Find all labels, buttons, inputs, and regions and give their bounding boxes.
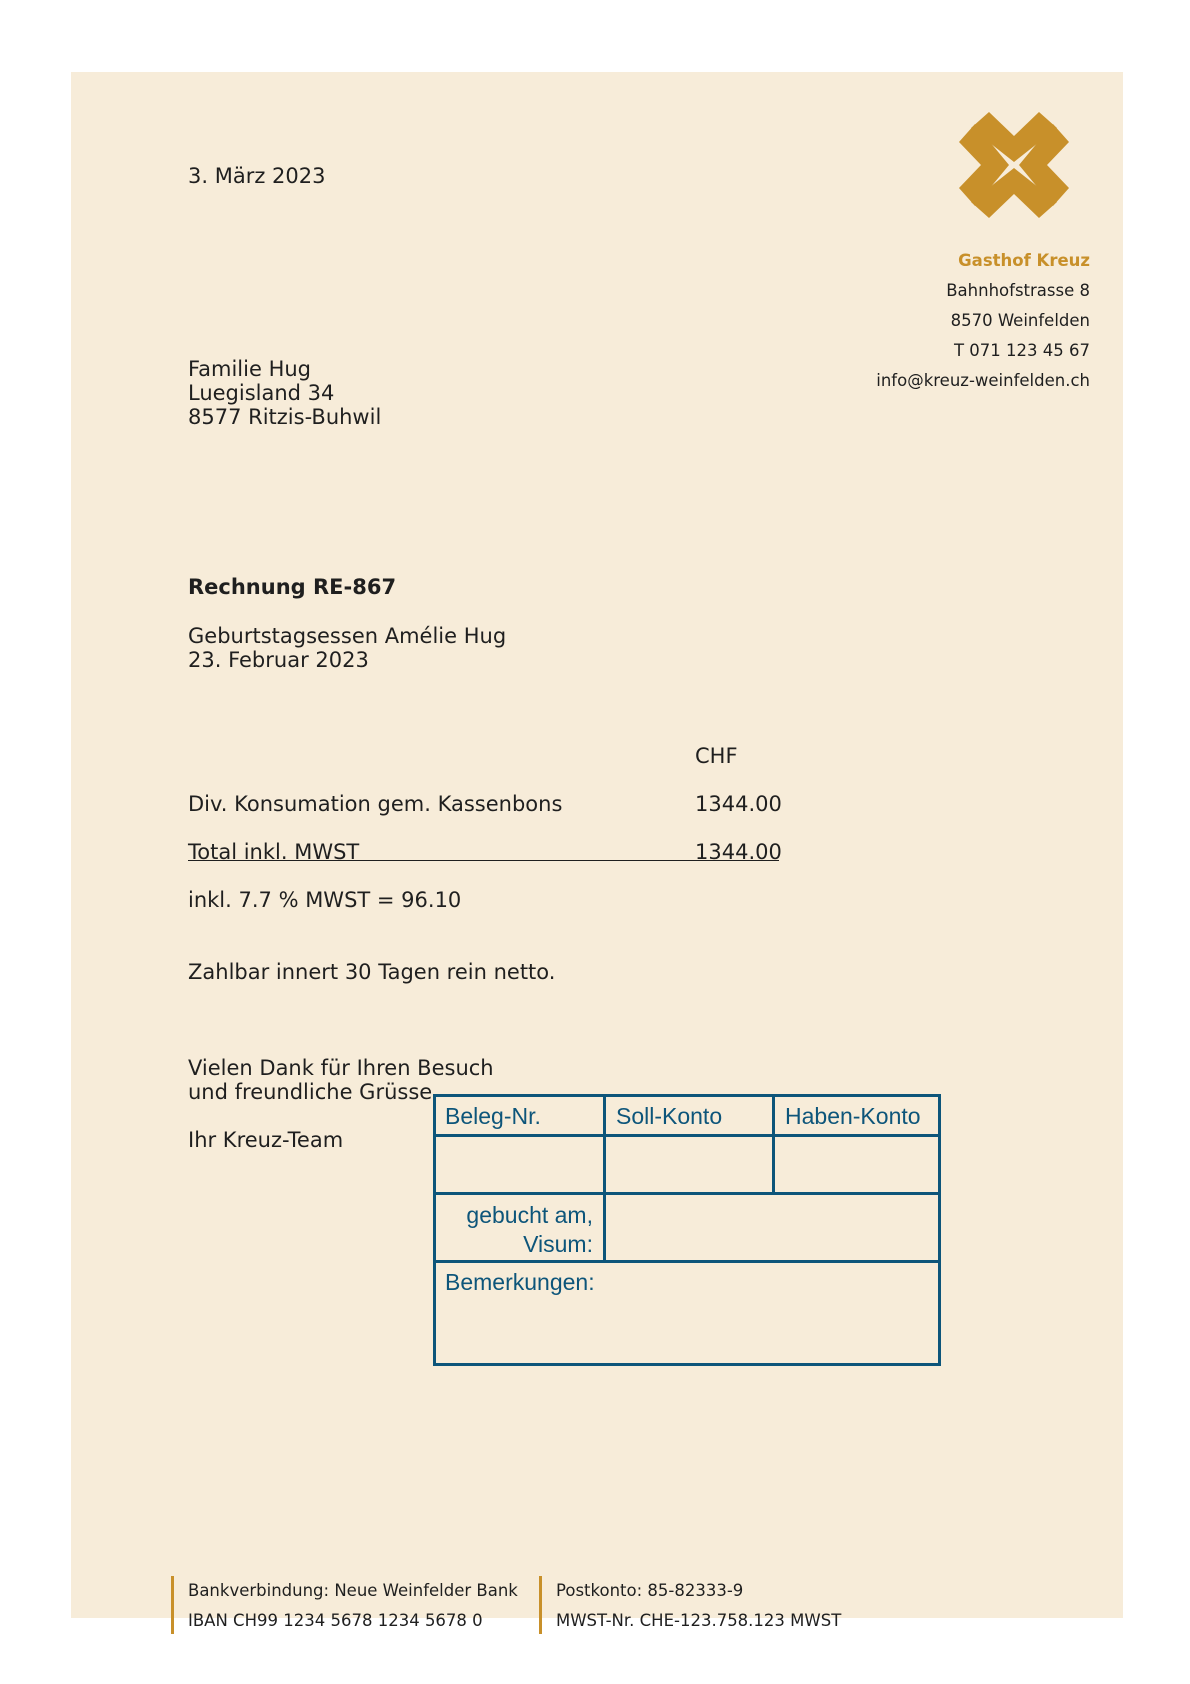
company-name: Gasthof Kreuz	[958, 251, 1090, 270]
stamp-remarks[interactable]	[436, 1263, 938, 1363]
stamp-field-haben[interactable]	[775, 1137, 938, 1195]
letter-date: 3. März 2023	[188, 164, 326, 188]
item-label: Div. Konsumation gem. Kassenbons	[188, 792, 563, 816]
recipient-address	[188, 357, 381, 429]
sender-street: Bahnhofstrasse 8	[946, 281, 1090, 300]
footer-divider	[539, 1576, 542, 1634]
invoice-paper	[71, 72, 1123, 1630]
booked-line: gebucht am,	[466, 1202, 593, 1228]
vat-note: inkl. 7.7 % MWST = 96.10	[188, 888, 462, 912]
stamp-header-soll: Soll-Konto	[606, 1097, 775, 1137]
vat-number: MWST-Nr. CHE-123.758.123 MWST	[556, 1611, 842, 1630]
recipient-line: Familie Hug	[188, 357, 312, 381]
recipient-line: Luegisland 34	[188, 381, 335, 405]
stamp-field-booked[interactable]	[606, 1195, 938, 1263]
stamp-field-soll[interactable]	[606, 1137, 775, 1195]
currency-header: CHF	[695, 744, 738, 768]
description-line: Geburtstagsessen Amélie Hug	[188, 624, 507, 648]
stamp-header-haben: Haben-Konto	[775, 1097, 938, 1137]
stamp-booked-label	[436, 1195, 606, 1263]
bank-name: Bankverbindung: Neue Weinfelder Bank	[188, 1581, 518, 1600]
booked-line: Visum:	[523, 1231, 593, 1257]
sender-address	[876, 246, 1090, 396]
remarks-label: Bemerkungen:	[445, 1269, 595, 1295]
invoice-title: Rechnung RE-867	[188, 575, 397, 599]
sender-email: info@kreuz-weinfelden.ch	[876, 371, 1090, 390]
stamp-field-beleg[interactable]	[436, 1137, 606, 1195]
iban: IBAN CH99 1234 5678 1234 5678 0	[188, 1611, 483, 1630]
footer-bank	[188, 1576, 518, 1636]
cross-arrows-logo-icon	[959, 112, 1069, 218]
payment-terms: Zahlbar innert 30 Tagen rein netto.	[188, 960, 556, 984]
closing-line: und freundliche Grüsse	[188, 1080, 433, 1104]
footer-postal	[556, 1576, 841, 1636]
recipient-line: 8577 Ritzis-Buhwil	[188, 405, 382, 429]
signature: Ihr Kreuz-Team	[188, 1128, 344, 1152]
postal-account: Postkonto: 85-82333-9	[556, 1581, 744, 1600]
total-label: Total inkl. MWST	[188, 840, 360, 864]
sender-phone: T 071 123 45 67	[953, 341, 1090, 360]
accounting-stamp	[433, 1094, 941, 1366]
total-amount: 1344.00	[695, 840, 782, 864]
sender-city: 8570 Weinfelden	[950, 311, 1090, 330]
footer-divider	[171, 1576, 174, 1634]
stamp-header-beleg: Beleg-Nr.	[436, 1097, 606, 1137]
invoice-description	[188, 624, 506, 672]
closing-line: Vielen Dank für Ihren Besuch	[188, 1056, 494, 1080]
total-underline	[188, 860, 779, 861]
description-line: 23. Februar 2023	[188, 648, 369, 672]
item-amount: 1344.00	[695, 792, 782, 816]
